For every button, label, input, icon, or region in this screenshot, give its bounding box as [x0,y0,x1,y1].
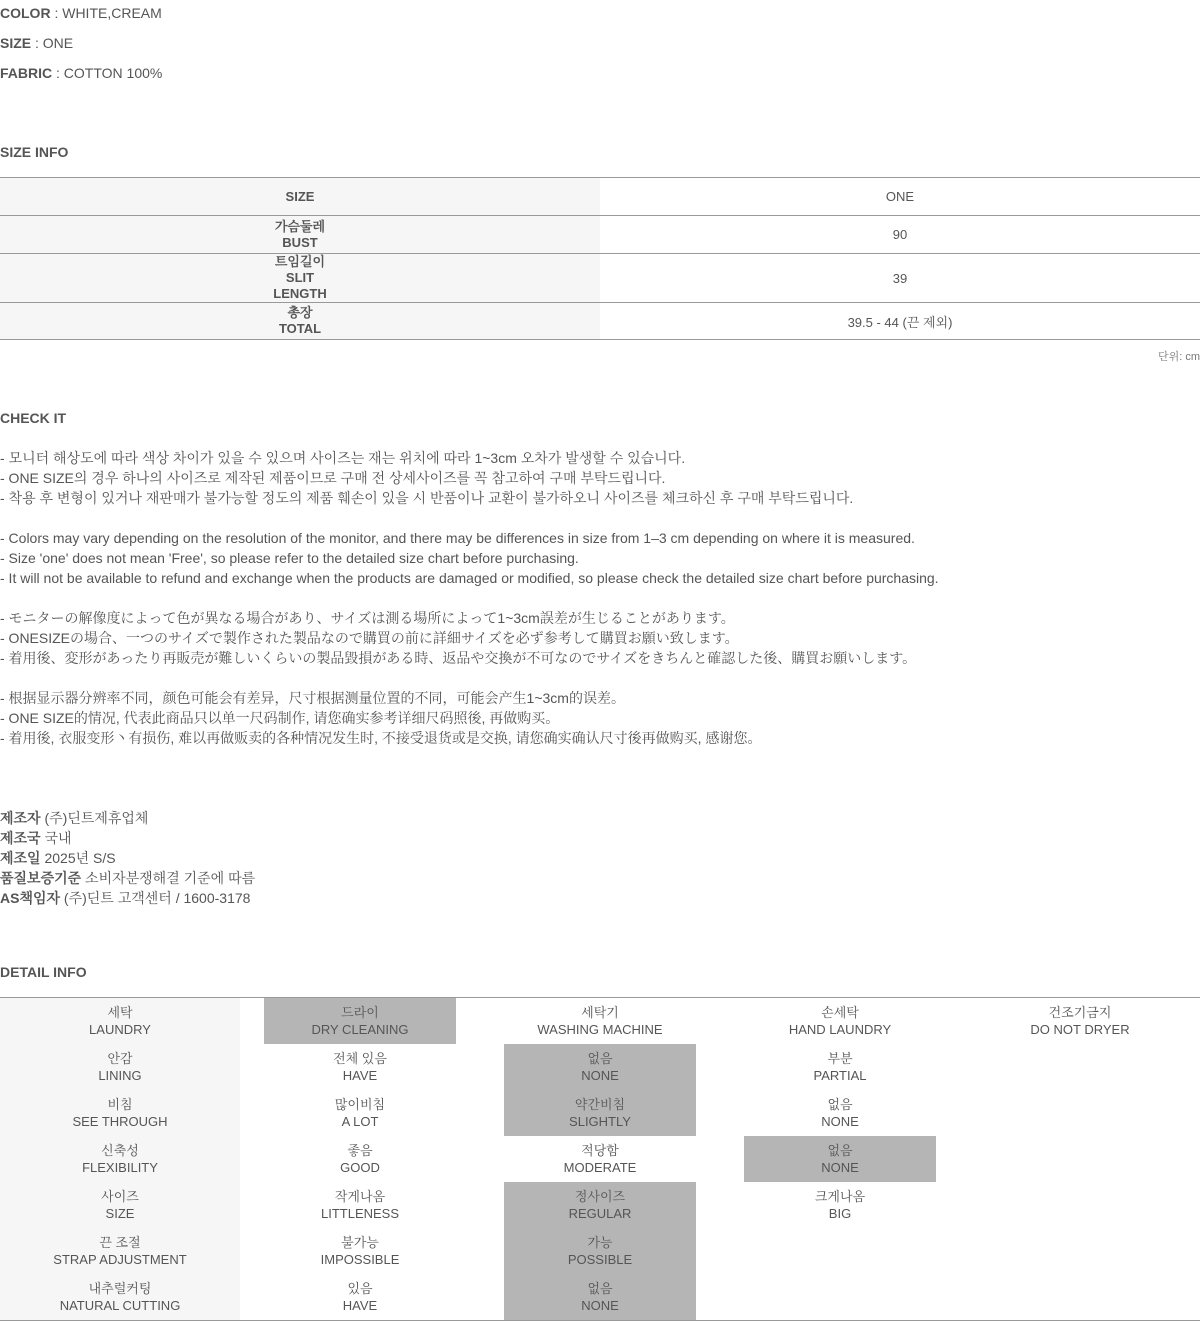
detail-option [264,1182,456,1228]
label-kr: 트임길이 [274,254,326,269]
maker-value: 소비자분쟁해결 기준에 따름 [81,870,256,886]
size-row-label [0,216,600,253]
option-kr: 없음 [827,1143,853,1158]
label-en2: LENGTH [273,286,327,301]
maker-key: 제조일 [0,850,41,866]
check-line: - 着用後、変形があったり再販売が難しいくらいの製品毀損がある時、返品や交換が不可なのでサイズをきちんと確認した後、購買お願いします。 [0,650,917,666]
spec-key: COLOR [0,5,51,21]
option-kr: 좋음 [347,1143,373,1158]
option-kr: 크게나옴 [814,1189,866,1204]
label-en: SIZE [105,1206,135,1221]
option-en: POSSIBLE [567,1252,633,1267]
label-kr: 비침 [107,1097,133,1112]
option-kr: 건조기금지 [1048,1005,1112,1020]
check-it-title: CHECK IT [0,410,67,426]
option-en: NONE [821,1114,859,1129]
option-en: HAND LAUNDRY [788,1022,892,1037]
label-en: TOTAL [278,321,322,336]
option-kr: 정사이즈 [574,1189,626,1204]
check-line: - 모니터 해상도에 따라 색상 차이가 있을 수 있으며 사이즈는 재는 위치에 따라 1~3cm 오차가 발생할 수 있습니다. [0,450,686,466]
option-kr: 적당함 [581,1143,619,1158]
option-en: WASHING MACHINE [537,1022,663,1037]
maker-key: 제조자 [0,810,41,826]
check-line: - 착용 후 변형이 있거나 재판매가 불가능할 정도의 제품 훼손이 있을 시 반품이나 교환이 불가하오니 사이즈를 체크하신 후 구매 부탁드립니다. [0,490,854,506]
option-kr: 작게나옴 [334,1189,386,1204]
check-korean [0,448,853,508]
option-kr: 없음 [827,1097,853,1112]
option-en: PARTIAL [813,1068,867,1083]
label-kr: 끈 조절 [99,1235,141,1250]
option-kr: 없음 [587,1051,613,1066]
size-row-value: 39 [600,254,1200,302]
detail-row-label [0,1228,240,1274]
detail-info-title: DETAIL INFO [0,964,87,980]
label-kr: 총장 [287,305,313,320]
size-row-bust [0,215,1200,253]
detail-option [744,1182,936,1228]
label-en: LAUNDRY [89,1022,151,1037]
detail-row-label [0,998,240,1044]
spec-color [0,3,162,23]
size-row-value: 39.5 - 44 (끈 제외) [600,303,1200,339]
spec-value: : ONE [31,35,74,51]
option-kr: 드라이 [341,1005,379,1020]
check-chinese [0,688,761,748]
size-row-slit [0,253,1200,302]
detail-option-selected [504,1090,696,1136]
detail-option [744,1090,936,1136]
option-kr: 부분 [827,1051,853,1066]
detail-option [264,1274,456,1320]
option-en: LITTLENESS [320,1206,400,1221]
option-en: SLIGHTLY [569,1114,631,1129]
check-english [0,528,939,588]
check-line: - 根据显示器分辨率不同，颜色可能会有差异，尺寸根据测量位置的不同，可能会产生1~3cm的误差。 [0,690,625,706]
check-line: - ONE SIZE의 경우 하나의 사이즈로 제작된 제품이므로 구매 전 상세사이즈를 꼭 참고하여 구매 부탁드립니다. [0,470,666,486]
detail-option [504,1136,696,1182]
detail-option [264,1044,456,1090]
detail-row-label [0,1090,240,1136]
detail-option [984,998,1176,1044]
check-line: - It will not be available to refund and exchange when the products are damaged or modified, so please check the detailed size chart before purchasing. [0,570,939,586]
size-table-header [0,178,1200,215]
maker-value: 2025년 S/S [40,850,116,866]
maker-key: AS책임자 [0,890,61,906]
option-kr: 약간비침 [574,1097,626,1112]
label-en: SEE THROUGH [72,1114,168,1129]
spec-value: : WHITE,CREAM [50,5,162,21]
spec-fabric [0,63,162,83]
maker-value: (주)딘트제휴업체 [40,810,149,826]
size-row-label [0,303,600,339]
detail-option-selected [504,1274,696,1320]
spec-value: : COTTON 100% [52,65,163,81]
label-kr: 가슴둘레 [274,218,326,234]
label-en: SLIT [285,270,315,285]
option-kr: 가능 [587,1235,613,1250]
detail-grid [0,997,1200,1321]
option-en: IMPOSSIBLE [320,1252,400,1267]
detail-option-selected [504,1228,696,1274]
maker-line [0,868,255,888]
detail-option [264,1090,456,1136]
maker-line [0,848,255,868]
detail-option [504,998,696,1044]
check-line: - Size 'one' does not mean 'Free', so please refer to the detailed size chart before purchasing. [0,550,579,566]
label-en: LINING [98,1068,142,1083]
label-kr: 사이즈 [101,1189,139,1204]
option-kr: 없음 [587,1281,613,1296]
option-kr: 많이비침 [334,1097,386,1112]
label-en: FLEXIBILITY [82,1160,158,1175]
check-line: - ONESIZEの場合、一つのサイズで製作された製品なので購買の前に詳細サイズを必ず参考して購買お願い致します。 [0,630,739,646]
size-row-label [0,254,600,302]
maker-key: 품질보증기준 [0,870,82,886]
label-en: BUST [282,234,318,250]
option-kr: 있음 [347,1281,373,1296]
maker-line [0,888,255,908]
detail-row-label [0,1274,240,1320]
size-row-total [0,302,1200,339]
option-en: A LOT [341,1114,379,1129]
detail-option-selected [504,1182,696,1228]
option-kr: 손세탁 [821,1005,859,1020]
option-en: HAVE [342,1068,378,1083]
maker-value: (주)딘트 고객센터 / 1600-3178 [60,890,251,906]
size-table [0,177,1200,340]
label-kr: 안감 [107,1051,133,1066]
option-en: DRY CLEANING [311,1022,409,1037]
option-en: BIG [828,1206,852,1221]
spec-key: FABRIC [0,65,53,81]
option-kr: 세탁기 [581,1005,619,1020]
maker-value: 국내 [40,830,72,846]
maker-info [0,808,255,908]
label-kr: 세탁 [107,1005,133,1020]
option-en: REGULAR [568,1206,632,1221]
option-en: HAVE [342,1298,378,1313]
detail-option-selected [264,998,456,1044]
detail-option [744,998,936,1044]
detail-row-label [0,1182,240,1228]
maker-line [0,828,255,848]
check-line: - モニターの解像度によって色が異なる場合があり、サイズは測る場所によって1~3cm誤差が生じることがあります。 [0,610,735,626]
option-en: NONE [581,1068,619,1083]
unit-note: 단위: cm [1157,351,1200,363]
option-en: NONE [581,1298,619,1313]
check-line: - ONE SIZE的情况, 代表此商品只以单一尺码制作, 请您确实参考详细尺码照後, 再做购买。 [0,710,560,726]
size-header-label: SIZE [0,178,600,215]
maker-line [0,808,255,828]
size-info-title: SIZE INFO [0,144,69,160]
label-kr: 내추럴커팅 [88,1281,152,1296]
label-en: NATURAL CUTTING [59,1298,181,1313]
spec-key: SIZE [0,35,32,51]
option-kr: 불가능 [341,1235,379,1250]
check-line: - Colors may vary depending on the resolution of the monitor, and there may be differences in size from 1–3 cm depending on where it is measured. [0,530,915,546]
detail-option-selected [504,1044,696,1090]
option-en: NONE [821,1160,859,1175]
detail-row-label [0,1044,240,1090]
detail-row-label [0,1136,240,1182]
size-header-value: ONE [600,178,1200,215]
option-en: DO NOT DRYER [1030,1022,1130,1037]
detail-option [264,1136,456,1182]
maker-key: 제조국 [0,830,41,846]
detail-option [744,1044,936,1090]
detail-option-selected [744,1136,936,1182]
spec-size [0,33,73,53]
label-en: STRAP ADJUSTMENT [53,1252,187,1267]
option-en: GOOD [340,1160,380,1175]
check-line: - 着用後, 衣服变形丶有损伤, 难以再做贩卖的各种情况发生时, 不接受退货或是交换, 请您确实确认尺寸後再做购买, 感谢您。 [0,730,762,746]
check-japanese [0,608,916,668]
size-row-value: 90 [600,216,1200,253]
option-kr: 전체 있음 [333,1051,387,1066]
detail-option [264,1228,456,1274]
option-en: MODERATE [563,1160,637,1175]
label-kr: 신축성 [101,1143,139,1158]
